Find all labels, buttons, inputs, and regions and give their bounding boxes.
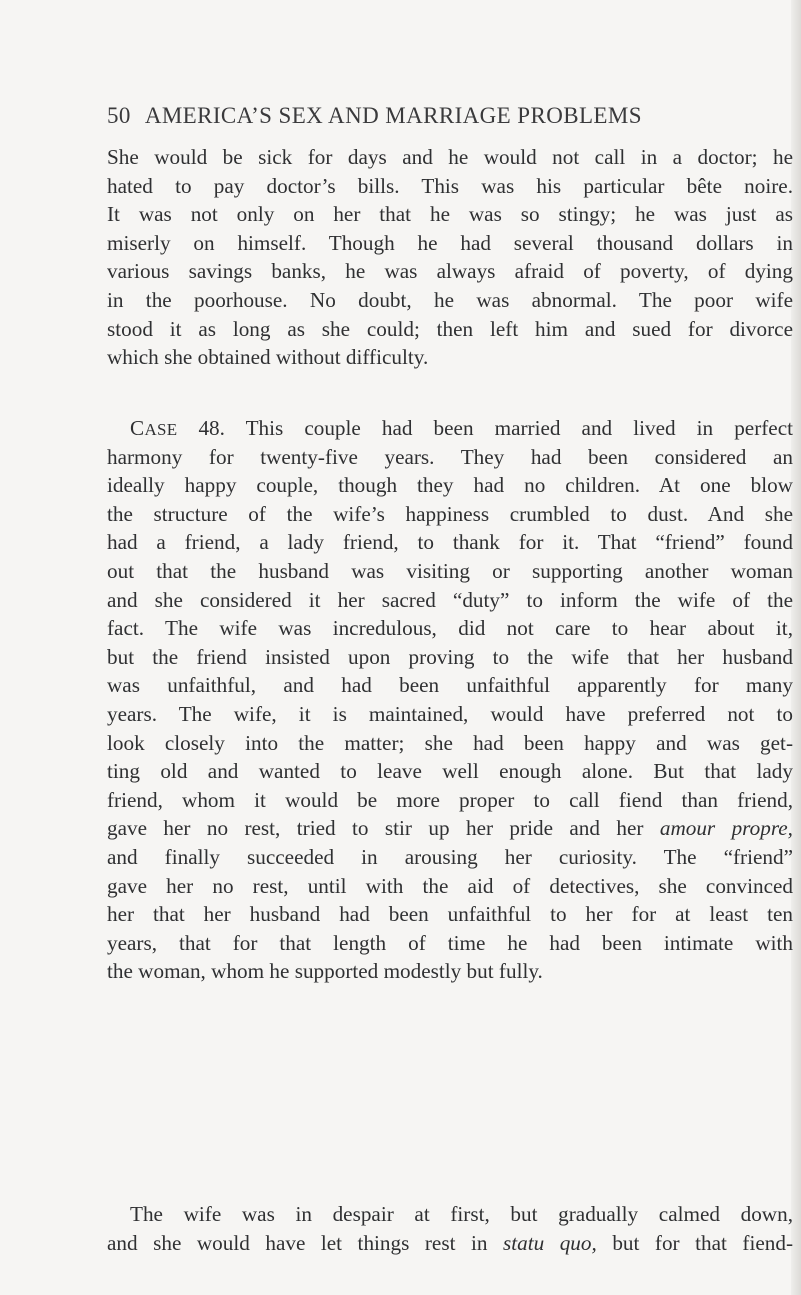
text-line: was unfaithful, and had been unfaithful apparently for many <box>107 673 793 698</box>
text-line: harmony for twenty-five years. They had been considered an <box>107 444 793 469</box>
text-line: look closely into the matter; she had been happy and was get- <box>107 730 793 755</box>
case-label: CASE <box>130 416 178 440</box>
text-line: The wife was in despair at first, but gradually calmed down, <box>130 1202 793 1226</box>
text-line: gave her no rest, until with the aid of detectives, she convinced <box>107 873 793 898</box>
text-line: which she obtained without difficulty. <box>107 345 429 370</box>
text-line: the structure of the wife’s happiness crumbled to dust. And she <box>107 501 793 526</box>
italic-phrase: amour propre, <box>659 816 793 841</box>
text-line: fact. The wife was incredulous, did not care to hear about it, <box>107 616 793 641</box>
text-line: had a friend, a lady friend, to thank for it. That “friend” found <box>107 530 793 555</box>
page-number: 50 <box>107 103 131 128</box>
text-line: years. The wife, it is maintained, would have preferred not to <box>107 701 793 726</box>
text-line: but the friend insisted upon proving to the wife that her husband <box>107 644 793 669</box>
case-heading-line: CASE 48. This couple had been married and lived in perfect <box>130 416 793 440</box>
text-line: and finally succeeded in arousing her curiosity. The “friend” <box>107 844 793 869</box>
text-line: hated to pay doctor’s bills. This was his particular bête noire. <box>107 173 793 198</box>
text-line: She would be sick for days and he would not call in a doctor; he <box>107 145 793 169</box>
paragraph-2-case-48 <box>107 414 793 986</box>
text-line-statu-quo: and she would have let things rest in statu quo, but for that fiend- <box>107 1230 793 1255</box>
paragraph-1 <box>107 143 793 372</box>
text-line: her that her husband had been unfaithful to her for at least ten <box>107 902 793 927</box>
text-line: years, that for that length of time he had been intimate with <box>107 930 793 955</box>
text-line: various savings banks, he was always afraid of poverty, of dying <box>107 259 793 284</box>
text-line: friend, whom it would be more proper to call fiend than friend, <box>107 787 793 812</box>
text-line: It was not only on her that he was so stingy; he was just as <box>107 202 793 227</box>
running-header <box>107 103 707 129</box>
text-line: out that the husband was visiting or supporting another woman <box>107 558 793 583</box>
text-line: ideally happy couple, though they had no children. At one blow <box>107 473 793 498</box>
text-line: and she considered it her sacred “duty” to inform the wife of the <box>107 587 793 612</box>
text-line: ting old and wanted to leave well enough alone. But that lady <box>107 759 793 784</box>
text-line: in the poorhouse. No doubt, he was abnormal. The poor wife <box>107 287 793 312</box>
running-title: AMERICA’S SEX AND MARRIAGE PROBLEMS <box>144 103 642 128</box>
italic-phrase: statu quo, <box>502 1230 597 1255</box>
paragraph-3 <box>107 1200 793 1257</box>
text-line-amour-propre: gave her no rest, tried to stir up her pride and her amour propre, <box>107 816 793 841</box>
text-line: stood it as long as she could; then left him and sued for divorce <box>107 316 793 341</box>
text-line: the woman, whom he supported modestly but fully. <box>107 959 543 984</box>
text-line: miserly on himself. Though he had several thousand dollars in <box>107 230 793 255</box>
